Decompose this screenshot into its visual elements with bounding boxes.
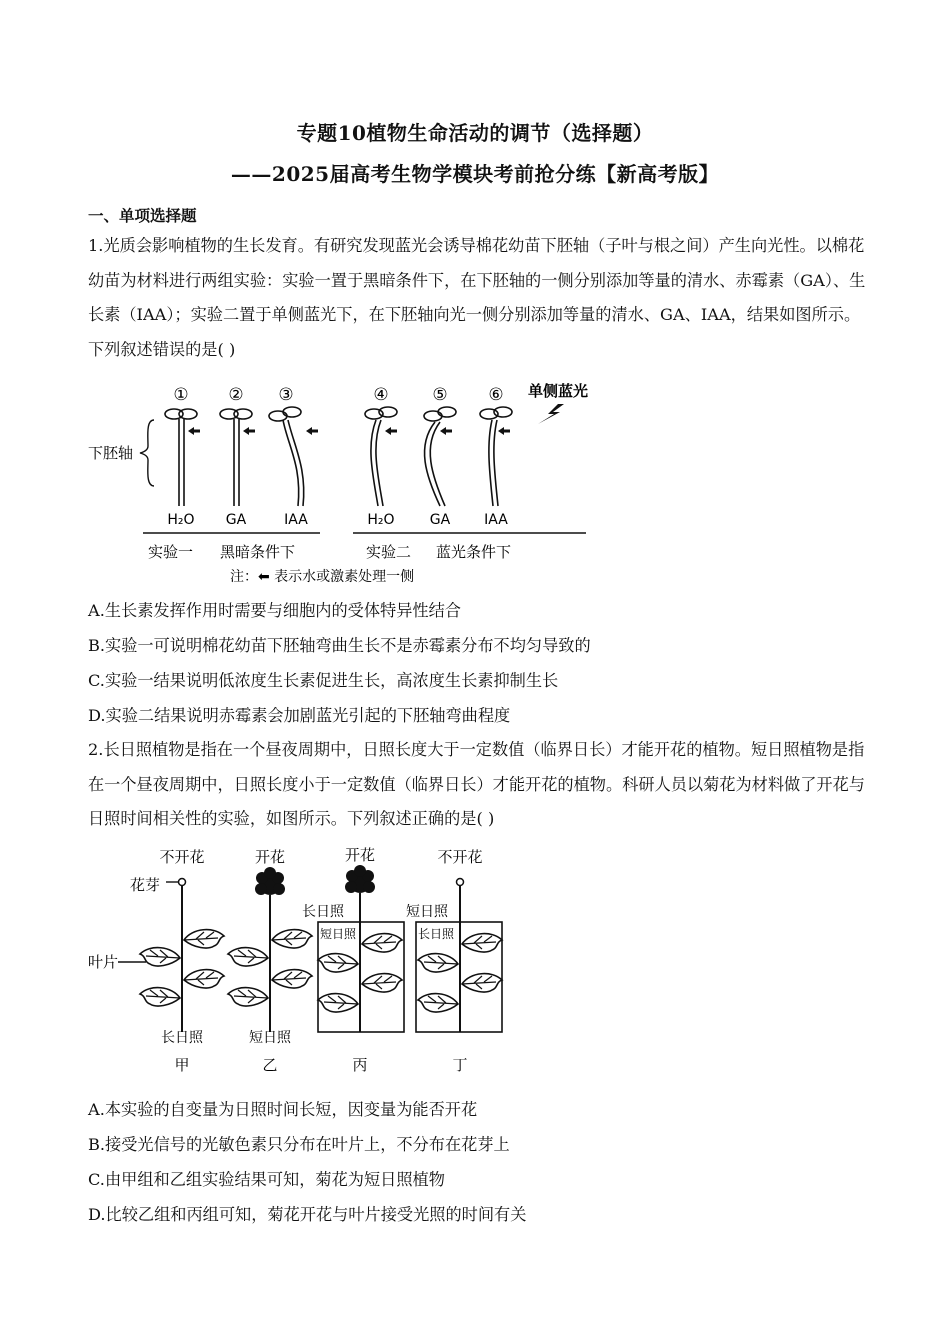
q1-option-b: B.实验一可说明棉花幼苗下胚轴弯曲生长不是赤霉素分布不均匀导致的 bbox=[88, 636, 591, 655]
hypocotyl-label: 下胚轴 bbox=[88, 444, 134, 462]
q2-option-c: C.由甲组和乙组实验结果可知，菊花为短日照植物 bbox=[88, 1170, 445, 1189]
figure-1-seedlings bbox=[88, 376, 628, 590]
experiment-1-condition: 黑暗条件下 bbox=[220, 543, 296, 561]
seedling-4 bbox=[365, 407, 397, 506]
plant-a bbox=[140, 879, 224, 1033]
experiment-2-label: 实验二 bbox=[366, 543, 412, 561]
plant-a-top-label: 不开花 bbox=[159, 848, 205, 866]
experiment-2-condition: 蓝光条件下 bbox=[436, 543, 512, 561]
seedling-2 bbox=[220, 409, 252, 506]
plant-d-box-top-label: 短日照 bbox=[406, 904, 448, 920]
group-label-a: 甲 bbox=[174, 1056, 190, 1074]
seedling-number-6: ⑥ bbox=[488, 385, 504, 405]
seedling-number-4: ④ bbox=[373, 385, 389, 405]
q1-option-a: A.生长素发挥作用时需要与细胞内的受体特异性结合 bbox=[88, 601, 461, 620]
q2-option-a: A.本实验的自变量为日照时间长短，因变量为能否开花 bbox=[88, 1100, 478, 1119]
treatment-label-1: H₂O bbox=[167, 512, 195, 528]
question-1-stem: 1.光质会影响植物的生长发育。有研究发现蓝光会诱导棉花幼苗下胚轴（子叶与根之间）产生向光性。以棉花幼苗为材料进行两组实验：实验一置于黑暗条件下，在下胚轴的一侧分别添加等量的清水、赤霉素（GA）、生长素（IAA）；实验二置于单侧蓝光下，在下胚轴向光一侧分别添加等量的清水、GA、IAA，结果如图所示。下列叙述错误的是( ) bbox=[88, 236, 866, 359]
q2-option-b: B.接受光信号的光敏色素只分布在叶片上，不分布在花芽上 bbox=[88, 1135, 510, 1154]
group-label-b: 乙 bbox=[262, 1056, 278, 1074]
section-heading: 一、单项选择题 bbox=[88, 206, 197, 225]
seedling-number-2: ② bbox=[228, 385, 244, 405]
plant-c-top-label: 开花 bbox=[344, 846, 376, 864]
figure-1-note: 注：⬅ 表示水或激素处理一侧 bbox=[230, 569, 415, 585]
title-line-1: 专题10植物生命活动的调节（选择题） bbox=[296, 121, 654, 145]
seedling-number-1: ① bbox=[173, 385, 189, 405]
title-line-2: ——2025届高考生物学模块考前抢分练【新高考版】 bbox=[230, 162, 720, 186]
leaf-label: 叶片 bbox=[88, 953, 119, 971]
seedling-6 bbox=[480, 407, 512, 506]
hypocotyl-brace bbox=[140, 420, 154, 486]
seedling-number-3: ③ bbox=[278, 385, 294, 405]
plant-b bbox=[228, 867, 312, 1032]
plant-d-top-label: 不开花 bbox=[437, 848, 483, 866]
group-label-d: 丁 bbox=[452, 1056, 468, 1074]
plant-c-box-top-label: 长日照 bbox=[302, 904, 344, 920]
lightning-icon bbox=[538, 404, 564, 424]
q1-option-d: D.实验二结果说明赤霉素会加剧蓝光引起的下胚轴弯曲程度 bbox=[88, 706, 511, 725]
plant-b-top-label: 开花 bbox=[254, 848, 286, 866]
plant-d-box-inner-label: 长日照 bbox=[418, 927, 455, 941]
plant-b-bottom-label: 短日照 bbox=[249, 1030, 291, 1046]
flower-bud-label: 花芽 bbox=[130, 876, 161, 894]
question-2-stem: 2.长日照植物是指在一个昼夜周期中，日照长度大于一定数值（临界日长）才能开花的植物。短日照植物是指在一个昼夜周期中，日照长度小于一定数值（临界日长）才能开花的植物。科研人员以菊花为材料做了开花与日照时间相关性的实验，如图所示。下列叙述正确的是( ) bbox=[88, 740, 865, 828]
plant-c bbox=[318, 865, 404, 1032]
seedling-number-5: ⑤ bbox=[432, 385, 448, 405]
seedling-3 bbox=[269, 407, 304, 506]
q2-option-d: D.比较乙组和丙组可知，菊花开花与叶片接受光照的时间有关 bbox=[88, 1205, 527, 1224]
unilateral-blue-light-label: 单侧蓝光 bbox=[528, 382, 589, 400]
treatment-label-5: GA bbox=[429, 512, 451, 528]
plant-c-box-inner-label: 短日照 bbox=[320, 927, 357, 941]
treatment-label-3: IAA bbox=[284, 512, 308, 528]
q1-option-c: C.实验一结果说明低浓度生长素促进生长，高浓度生长素抑制生长 bbox=[88, 671, 559, 690]
figure-2-chrysanthemum bbox=[88, 840, 508, 1080]
plant-d bbox=[416, 879, 502, 1033]
experiment-1-label: 实验一 bbox=[148, 543, 194, 561]
plant-a-bottom-label: 长日照 bbox=[161, 1030, 203, 1046]
treatment-label-4: H₂O bbox=[367, 512, 395, 528]
seedling-1 bbox=[165, 409, 197, 506]
group-label-c: 丙 bbox=[352, 1056, 368, 1074]
seedling-5 bbox=[424, 407, 456, 506]
treatment-label-6: IAA bbox=[484, 512, 508, 528]
treatment-label-2: GA bbox=[225, 512, 247, 528]
